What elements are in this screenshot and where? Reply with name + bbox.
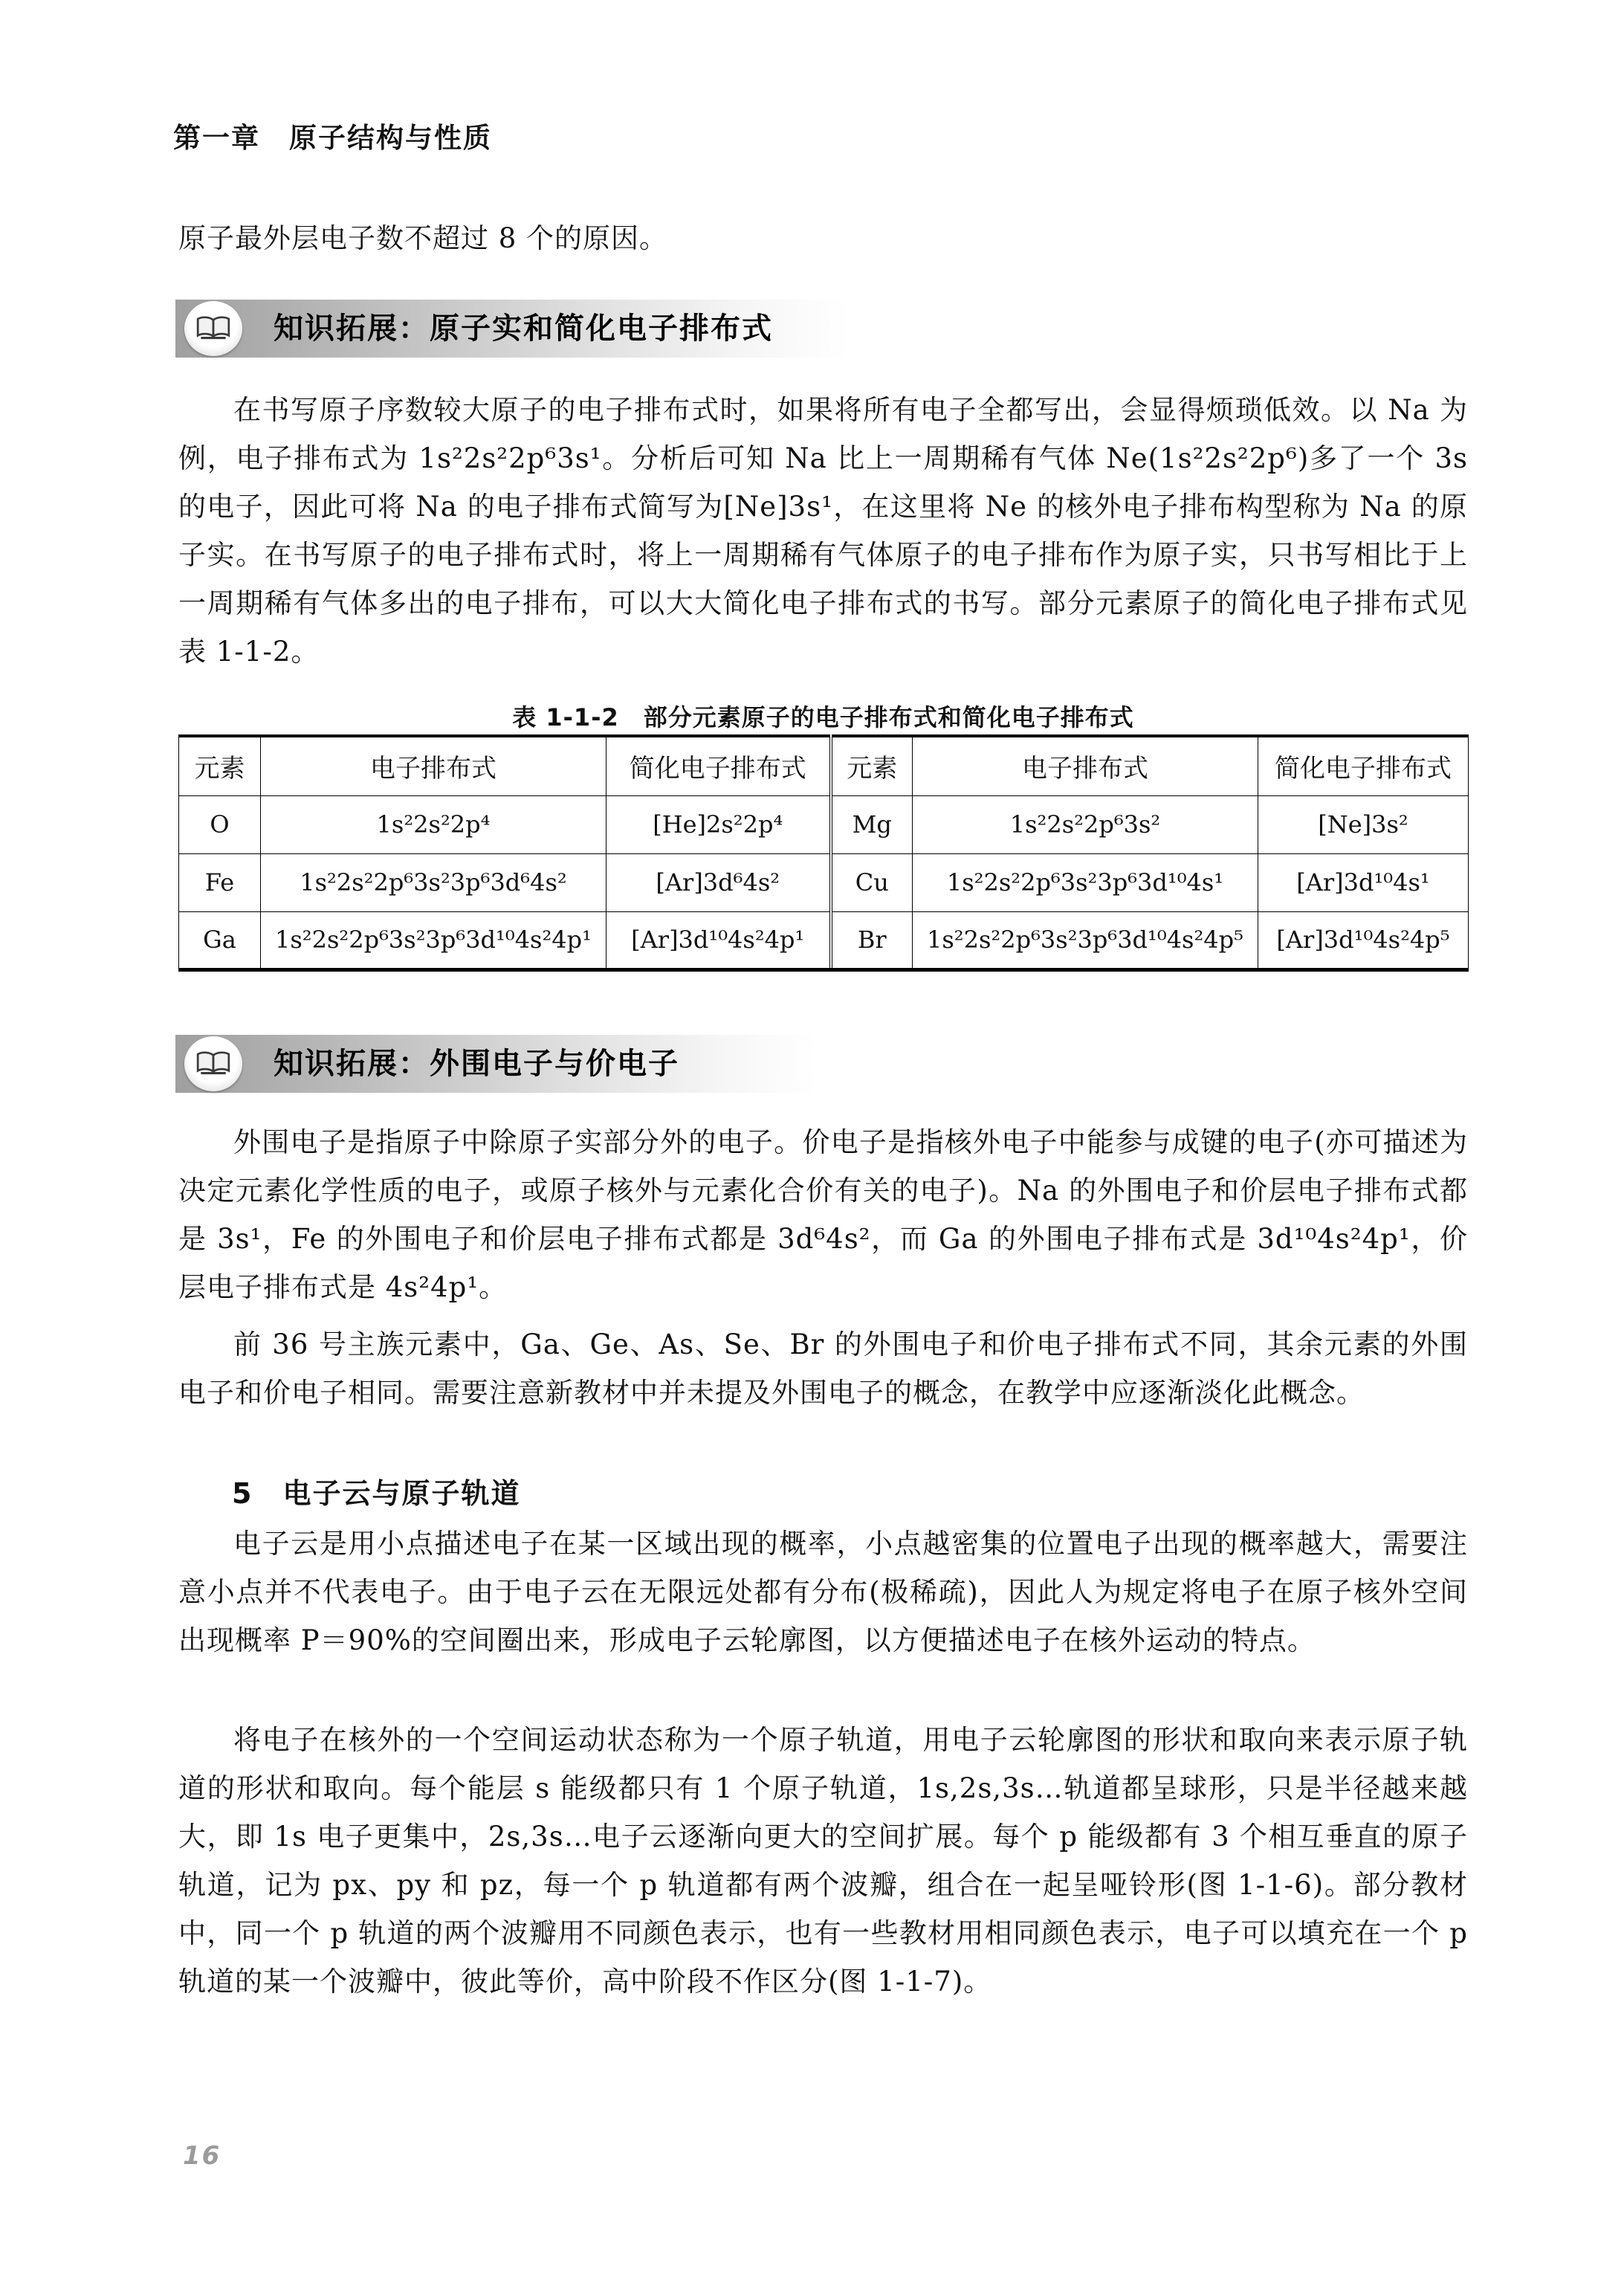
page-number: 16 <box>183 2141 221 2171</box>
table-cell: 1s²2s²2p⁶3s²3p⁶3d⁶4s² <box>261 853 606 911</box>
knowledge-banner <box>175 1035 816 1093</box>
paragraph: 电子云是用小点描述电子在某一区域出现的概率，小点越密集的位置电子出现的概率越大，需要注意小点并不代表电子。由于电子云在无限远处都有分布(极稀疏)，因此人为规定将电子在原子核外空间出现概率 P＝90%的空间圈出来，形成电子云轮廓图，以方便描述电子在核外运动的特点。 <box>178 1528 1468 1656</box>
table-cell: Ga <box>179 911 261 969</box>
table-cell: [Ar]3d¹⁰4s²4p¹ <box>606 911 831 969</box>
knowledge-banner <box>175 300 848 358</box>
column-header: 电子排布式 <box>913 736 1258 795</box>
table-cell: [Ar]3d¹⁰4s²4p⁵ <box>1258 911 1469 969</box>
table-cell: 1s²2s²2p⁶3s²3p⁶3d¹⁰4s²4p⁵ <box>913 911 1258 969</box>
table-row <box>179 911 1469 969</box>
table-cell: [Ar]3d¹⁰4s¹ <box>1258 853 1469 911</box>
column-header: 元素 <box>179 736 261 795</box>
table-row <box>179 795 1469 853</box>
section-heading: 5 电子云与原子轨道 <box>232 1477 521 1510</box>
banner-title: 知识拓展：原子实和简化电子排布式 <box>274 311 773 346</box>
table-cell: 1s²2s²2p⁶3s²3p⁶3d¹⁰4s²4p¹ <box>261 911 606 969</box>
electron-config-table <box>178 734 1469 972</box>
table-cell: Fe <box>179 853 261 911</box>
column-header: 电子排布式 <box>261 736 606 795</box>
paragraph: 前 36 号主族元素中，Ga、Ge、As、Se、Br 的外围电子和价电子排布式不同，其余元素的外围电子和价电子相同。需要注意新教材中并未提及外围电子的概念，在教学中应逐渐淡化此概念。 <box>178 1328 1468 1409</box>
paragraph: 外围电子是指原子中除原子实部分外的电子。价电子是指核外电子中能参与成键的电子(亦可描述为决定元素化学性质的电子，或原子核外与元素化合价有关的电子)。Na 的外围电子和价层电子排布式都是 3s¹，Fe 的外围电子和价层电子排布式都是 3d⁶4s²，而 Ga 的外围电子排布式是 3d¹⁰4s²4p¹，价层电子排布式是 4s²4p¹。 <box>178 1126 1468 1303</box>
open-book-icon <box>184 301 242 356</box>
open-book-icon <box>184 1036 242 1091</box>
table-cell: 1s²2s²2p⁶3s² <box>913 795 1258 853</box>
paragraph: 将电子在核外的一个空间运动状态称为一个原子轨道，用电子云轮廓图的形状和取向来表示原子轨道的形状和取向。每个能层 s 能级都只有 1 个原子轨道，1s,2s,3s…轨道都呈球形，只是半径越来越大，即 1s 电子更集中，2s,3s…电子云逐渐向更大的空间扩展。每个 p 能级都有 3 个相互垂直的原子轨道，记为 px、py 和 pz，每一个 p 轨道都有两个波瓣，组合在一起呈哑铃形(图 1-1-6)。部分教材中，同一个 p 轨道的两个波瓣用不同颜色表示，也有一些教材用相同颜色表示，电子可以填充在一个 p 轨道的某一个波瓣中，彼此等价，高中阶段不作区分(图 1-1-7)。 <box>178 1724 1468 1998</box>
table-cell: Br <box>831 911 913 969</box>
paragraph: 在书写原子序数较大原子的电子排布式时，如果将所有电子全都写出，会显得烦琐低效。以 Na 为例，电子排布式为 1s²2s²2p⁶3s¹。分析后可知 Na 比上一周期稀有气体 Ne(1s²2s²2p⁶)多了一个 3s 的电子，因此可将 Na 的电子排布式简写为[Ne]3s¹，在这里将 Ne 的核外电子排布构型称为 Na 的原子实。在书写原子的电子排布式时，将上一周期稀有气体原子的电子排布作为原子实，只书写相比于上一周期稀有气体多出的电子排布，可以大大简化电子排布式的书写。部分元素原子的简化电子排布式见表 1-1-2。 <box>178 394 1468 668</box>
column-header: 简化电子排布式 <box>1258 736 1469 795</box>
table-row <box>179 853 1469 911</box>
column-header: 元素 <box>831 736 913 795</box>
table-cell: [Ar]3d⁶4s² <box>606 853 831 911</box>
table-cell: 1s²2s²2p⁴ <box>261 795 606 853</box>
banner-title: 知识拓展：外围电子与价电子 <box>274 1047 679 1081</box>
table-cell: Mg <box>831 795 913 853</box>
column-header: 简化电子排布式 <box>606 736 831 795</box>
table-cell: Cu <box>831 853 913 911</box>
table-header-row <box>179 736 1469 795</box>
table-cell: [Ne]3s² <box>1258 795 1469 853</box>
table-cell: [He]2s²2p⁴ <box>606 795 831 853</box>
running-header: 第一章 原子结构与性质 <box>173 122 492 154</box>
table-cell: 1s²2s²2p⁶3s²3p⁶3d¹⁰4s¹ <box>913 853 1258 911</box>
table-caption: 表 1-1-2 部分元素原子的电子排布式和简化电子排布式 <box>512 703 1134 732</box>
intro-paragraph: 原子最外层电子数不超过 8 个的原因。 <box>178 222 668 254</box>
table-cell: O <box>179 795 261 853</box>
